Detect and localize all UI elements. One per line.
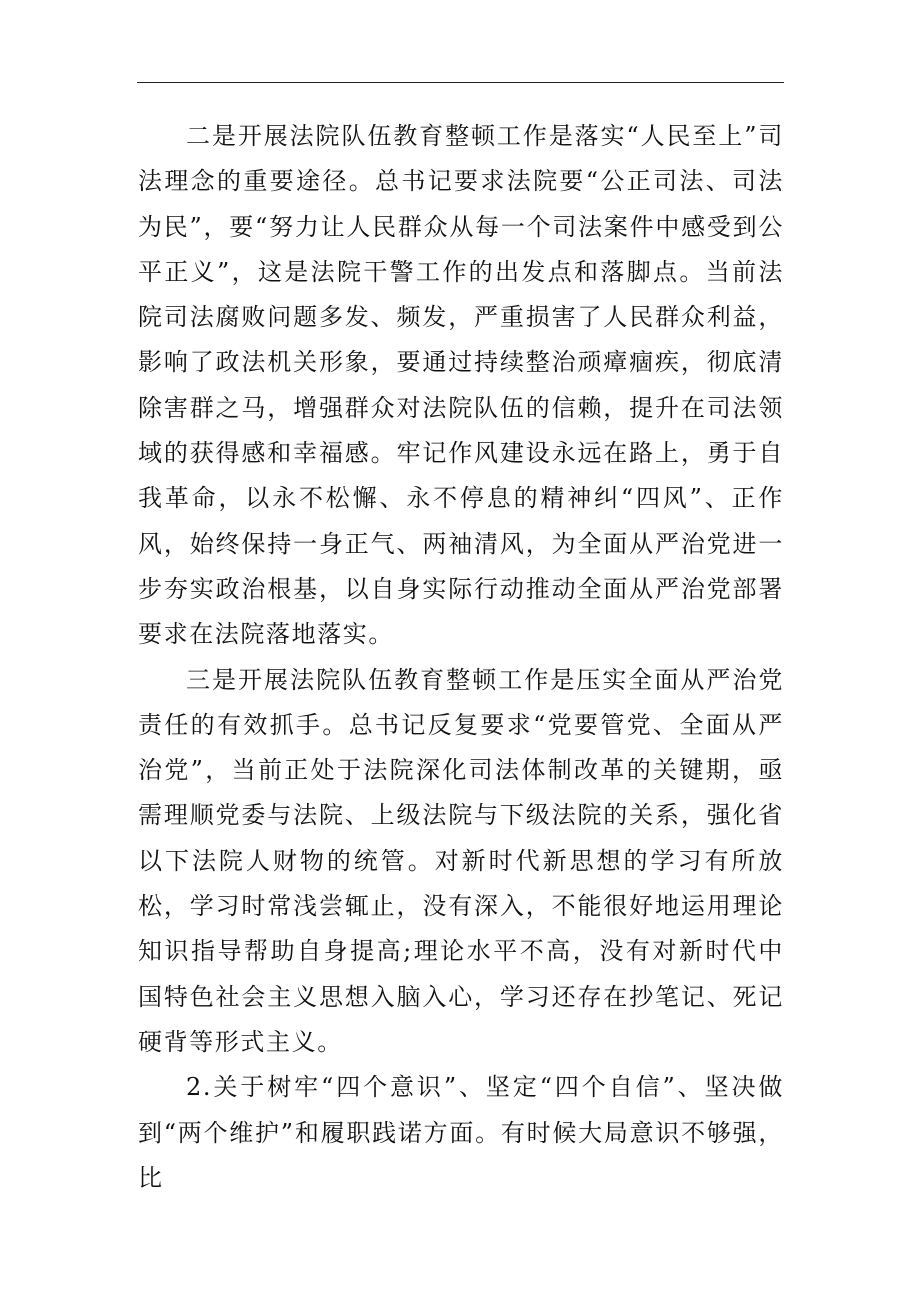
paragraph-item-2: 2.关于树牢“四个意识”、坚定“四个自信”、坚决做到“两个维护”和履职践诺方面。有时候大局意识不够强，比 xyxy=(138,1073,784,1192)
document-body xyxy=(138,114,784,1201)
header-rule xyxy=(137,82,784,83)
paragraph-2: 二是开展法院队伍教育整顿工作是落实“人民至上”司法理念的重要途径。总书记要求法院要“公正司法、司法为民”，要“努力让人民群众从每一个司法案件中感受到公平正义”，这是法院干警工作的出发点和落脚点。当前法院司法腐败问题多发、频发，严重损害了人民群众利益，影响了政法机关形象，要通过持续整治顽瘴痼疾，彻底清除害群之马，增强群众对法院队伍的信赖，提升在司法领域的获得感和幸福感。牢记作风建设永远在路上，勇于自我革命，以永不松懈、永不停息的精神纠“四风”、正作风，始终保持一身正气、两袖清风，为全面从严治党进一步夯实政治根基，以自身实际行动推动全面从严治党部署要求在法院落地落实。 xyxy=(138,122,784,649)
paragraph-3: 三是开展法院队伍教育整顿工作是压实全面从严治党责任的有效抓手。总书记反复要求“党要管党、全面从严治党”，当前正处于法院深化司法体制改革的关键期，亟需理顺党委与法院、上级法院与下级法院的关系，强化省以下法院人财物的统管。对新时代新思想的学习有所放松，学习时常浅尝辄止，没有深入，不能很好地运用理论知识指导帮助自身提高;理论水平不高，没有对新时代中国特色社会主义思想入脑入心，学习还存在抄笔记、死记硬背等形式主义。 xyxy=(138,665,784,1056)
